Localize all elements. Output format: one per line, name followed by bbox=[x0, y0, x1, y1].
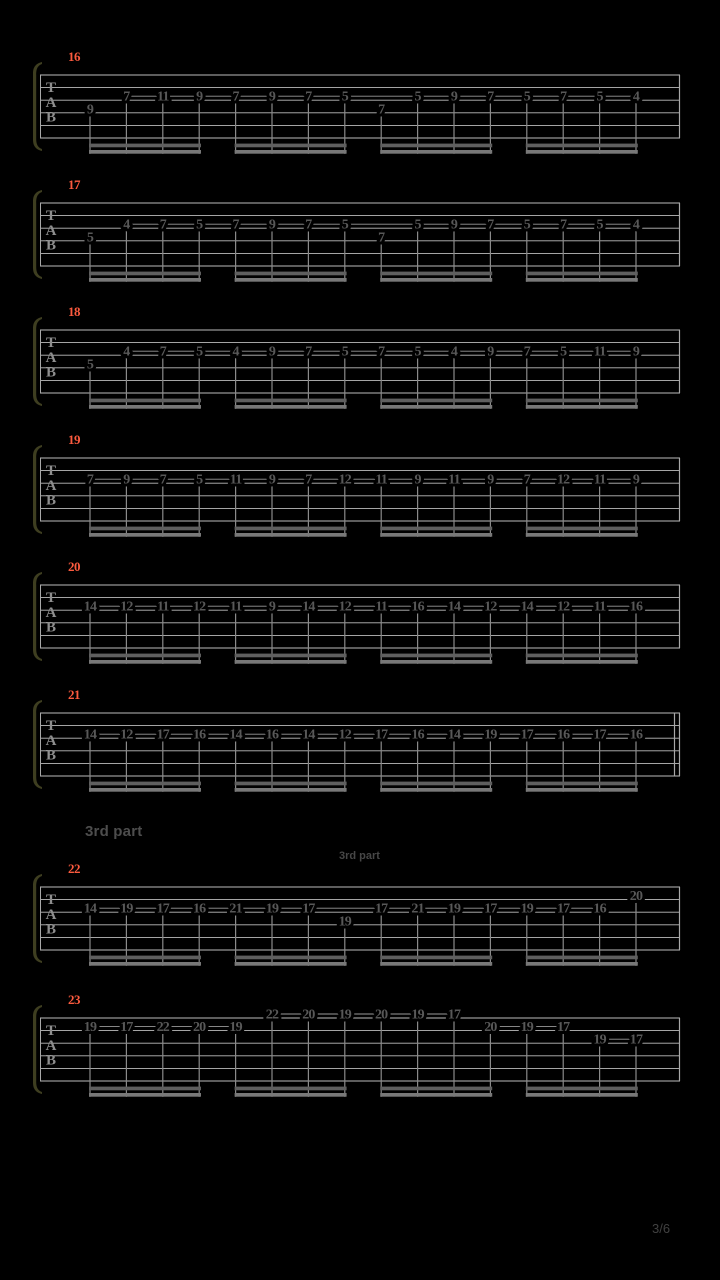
tab-clef-letter: T bbox=[45, 462, 57, 479]
fret-number: 11 bbox=[229, 472, 242, 488]
section-label-small: 3rd part bbox=[339, 850, 380, 862]
fret-number: 14 bbox=[302, 599, 315, 615]
fret-number: 14 bbox=[83, 599, 97, 615]
measure-number: 18 bbox=[68, 304, 80, 319]
fret-number: 4 bbox=[123, 344, 130, 360]
beam-top bbox=[380, 781, 492, 785]
fret-number: 9 bbox=[123, 472, 130, 488]
fret-number: 12 bbox=[484, 599, 497, 615]
tab-system-measure-22 bbox=[0, 855, 720, 971]
beam-bottom bbox=[235, 533, 347, 537]
fret-number: 20 bbox=[484, 1020, 497, 1036]
fret-number: 7 bbox=[159, 344, 166, 360]
tab-clef-letter: A bbox=[45, 222, 57, 239]
beam-top bbox=[235, 956, 347, 960]
fret-number: 17 bbox=[520, 727, 534, 743]
tab-clef-letter: B bbox=[45, 619, 57, 636]
fret-number: 17 bbox=[593, 727, 606, 743]
fret-number: 20 bbox=[374, 1007, 388, 1023]
beam-bottom bbox=[380, 405, 492, 409]
fret-number: 5 bbox=[523, 217, 530, 233]
fret-number: 5 bbox=[196, 344, 203, 360]
fret-number: 12 bbox=[338, 472, 352, 488]
page-indicator: 3/6 bbox=[652, 1221, 671, 1236]
fret-number: 7 bbox=[305, 472, 312, 488]
fret-number: 7 bbox=[232, 217, 239, 233]
beam-top bbox=[526, 271, 638, 275]
fret-number: 17 bbox=[629, 1032, 643, 1048]
beam-bottom bbox=[526, 405, 638, 409]
fret-number: 7 bbox=[523, 344, 530, 360]
tab-system-measure-21 bbox=[0, 681, 720, 797]
fret-number: 14 bbox=[83, 901, 97, 917]
beam-bottom bbox=[526, 1093, 638, 1097]
fret-number: 4 bbox=[450, 344, 458, 360]
beam-top bbox=[380, 399, 492, 403]
fret-number: 22 bbox=[156, 1020, 170, 1036]
beam-top bbox=[380, 144, 492, 148]
tab-clef-letter: B bbox=[45, 109, 57, 126]
fret-number: 5 bbox=[341, 89, 348, 105]
fret-number: 11 bbox=[156, 599, 169, 615]
beam-bottom bbox=[380, 788, 492, 792]
beam-bottom bbox=[89, 150, 201, 154]
fret-number: 16 bbox=[629, 727, 643, 743]
measure-number: 16 bbox=[68, 49, 80, 64]
fret-number: 11 bbox=[448, 472, 460, 488]
fret-number: 16 bbox=[629, 599, 643, 615]
fret-number: 9 bbox=[450, 217, 458, 233]
beam-top bbox=[235, 654, 347, 658]
fret-number: 14 bbox=[229, 727, 242, 743]
beam-bottom bbox=[380, 533, 492, 537]
beam-top bbox=[89, 1087, 201, 1091]
tab-clef-letter: T bbox=[45, 335, 57, 351]
fret-number: 5 bbox=[196, 472, 203, 488]
fret-number: 5 bbox=[596, 89, 603, 105]
fret-number: 9 bbox=[450, 89, 458, 105]
beam-top bbox=[380, 956, 492, 960]
fret-number: 16 bbox=[192, 901, 206, 917]
tab-clef-letter: A bbox=[45, 94, 57, 111]
tab-clef-letter: A bbox=[45, 732, 57, 749]
fret-number: 11 bbox=[593, 344, 606, 360]
fret-number: 7 bbox=[378, 344, 385, 360]
fret-number: 21 bbox=[411, 901, 424, 917]
beam-bottom bbox=[380, 1093, 492, 1097]
fret-number: 19 bbox=[338, 1007, 352, 1023]
fret-number: 17 bbox=[374, 727, 388, 743]
beam-top bbox=[89, 956, 201, 960]
fret-number: 14 bbox=[447, 727, 461, 743]
fret-number: 17 bbox=[556, 1020, 570, 1036]
fret-number: 5 bbox=[414, 344, 421, 360]
fret-number: 5 bbox=[196, 217, 203, 233]
fret-number: 17 bbox=[302, 901, 315, 917]
tab-clef-letter: B bbox=[45, 921, 57, 938]
fret-number: 17 bbox=[156, 901, 170, 917]
fret-number: 14 bbox=[520, 599, 534, 615]
fret-number: 5 bbox=[341, 217, 348, 233]
measure-number: 23 bbox=[68, 992, 80, 1007]
fret-number: 17 bbox=[156, 727, 170, 743]
beam-top bbox=[235, 1087, 347, 1091]
fret-number: 19 bbox=[520, 1020, 534, 1036]
tab-clef-letter: T bbox=[45, 80, 57, 96]
fret-number: 14 bbox=[447, 599, 461, 615]
beam-bottom bbox=[235, 962, 347, 966]
fret-number: 7 bbox=[523, 472, 530, 488]
beam-top bbox=[380, 1087, 492, 1091]
fret-number: 9 bbox=[414, 472, 421, 488]
beam-bottom bbox=[89, 1093, 201, 1097]
fret-number: 9 bbox=[487, 472, 494, 488]
fret-number: 7 bbox=[487, 89, 494, 105]
fret-number: 20 bbox=[192, 1020, 206, 1036]
beam-top bbox=[526, 956, 638, 960]
measure-number: 20 bbox=[68, 559, 80, 574]
tab-clef-letter: B bbox=[45, 237, 57, 254]
fret-number: 11 bbox=[593, 599, 606, 615]
tab-clef-letter: A bbox=[45, 477, 57, 494]
beam-top bbox=[235, 271, 347, 275]
beam-bottom bbox=[526, 278, 638, 282]
beam-top bbox=[526, 1087, 638, 1091]
beam-bottom bbox=[526, 788, 638, 792]
fret-number: 14 bbox=[83, 727, 97, 743]
beam-bottom bbox=[89, 533, 201, 537]
fret-number: 12 bbox=[556, 472, 570, 488]
tab-clef-letter: T bbox=[45, 892, 57, 908]
tab-clef-letter: T bbox=[45, 590, 57, 606]
beam-bottom bbox=[235, 150, 347, 154]
tab-clef-letter: B bbox=[45, 492, 57, 509]
fret-number: 22 bbox=[265, 1007, 279, 1023]
fret-number: 19 bbox=[83, 1020, 97, 1036]
beam-bottom bbox=[526, 533, 638, 537]
fret-number: 19 bbox=[447, 901, 461, 917]
tab-clef-letter: T bbox=[45, 207, 57, 224]
beam-bottom bbox=[380, 150, 492, 154]
beam-bottom bbox=[380, 962, 492, 966]
beam-top bbox=[235, 526, 347, 530]
beam-bottom bbox=[235, 405, 347, 409]
measure-number: 22 bbox=[68, 861, 80, 876]
beam-bottom bbox=[89, 660, 201, 664]
fret-number: 17 bbox=[120, 1020, 133, 1036]
measure-number: 19 bbox=[68, 431, 80, 447]
fret-number: 7 bbox=[232, 89, 239, 105]
beam-top bbox=[526, 654, 638, 658]
fret-number: 5 bbox=[414, 217, 421, 233]
beam-bottom bbox=[380, 278, 492, 282]
tab-system-measure-16 bbox=[0, 43, 720, 159]
fret-number: 17 bbox=[447, 1007, 461, 1023]
fret-number: 19 bbox=[593, 1032, 606, 1048]
tab-system-measure-20 bbox=[0, 553, 720, 669]
fret-number: 9 bbox=[196, 89, 203, 105]
beam-top bbox=[89, 654, 201, 658]
fret-number: 7 bbox=[560, 89, 567, 105]
fret-number: 12 bbox=[338, 727, 352, 743]
fret-number: 9 bbox=[268, 599, 276, 615]
fret-number: 7 bbox=[305, 344, 312, 360]
fret-number: 4 bbox=[232, 344, 239, 360]
beam-bottom bbox=[526, 660, 638, 664]
beam-top bbox=[380, 271, 492, 275]
tab-clef-letter: T bbox=[45, 1023, 57, 1039]
beam-bottom bbox=[235, 278, 347, 282]
beam-bottom bbox=[235, 788, 347, 792]
fret-number: 4 bbox=[123, 217, 130, 233]
fret-number: 17 bbox=[484, 901, 497, 917]
tab-system-measure-18 bbox=[0, 298, 720, 414]
fret-number: 9 bbox=[268, 472, 276, 488]
beam-bottom bbox=[89, 405, 201, 409]
beam-top bbox=[89, 399, 201, 403]
fret-number: 19 bbox=[338, 914, 352, 930]
fret-number: 19 bbox=[265, 901, 279, 917]
beam-top bbox=[89, 144, 201, 148]
beam-bottom bbox=[235, 660, 347, 664]
beam-top bbox=[235, 399, 347, 403]
beam-bottom bbox=[89, 788, 201, 792]
fret-number: 7 bbox=[560, 217, 567, 233]
beam-top bbox=[235, 781, 347, 785]
fret-number: 4 bbox=[632, 89, 640, 105]
fret-number: 5 bbox=[414, 89, 421, 105]
beam-bottom bbox=[89, 962, 201, 966]
fret-number: 9 bbox=[86, 102, 94, 118]
tab-system-measure-23 bbox=[0, 986, 720, 1102]
fret-number: 17 bbox=[374, 901, 388, 917]
fret-number: 7 bbox=[123, 89, 130, 105]
beam-top bbox=[526, 399, 638, 403]
fret-number: 9 bbox=[487, 344, 494, 360]
fret-number: 7 bbox=[487, 217, 494, 233]
fret-number: 16 bbox=[192, 727, 206, 743]
fret-number: 20 bbox=[629, 889, 643, 905]
fret-number: 16 bbox=[265, 727, 279, 743]
beam-bottom bbox=[89, 278, 201, 282]
fret-number: 4 bbox=[632, 217, 640, 233]
beam-bottom bbox=[235, 1093, 347, 1097]
beam-top bbox=[89, 781, 201, 785]
tab-clef-letter: T bbox=[45, 717, 57, 734]
fret-number: 5 bbox=[86, 357, 94, 373]
beam-top bbox=[380, 526, 492, 530]
fret-number: 5 bbox=[523, 89, 530, 105]
fret-number: 11 bbox=[156, 89, 169, 105]
beam-top bbox=[526, 526, 638, 530]
fret-number: 9 bbox=[632, 344, 640, 360]
tab-clef-letter: A bbox=[45, 349, 57, 366]
fret-number: 7 bbox=[305, 217, 312, 233]
measure-number: 21 bbox=[68, 686, 80, 702]
fret-number: 12 bbox=[192, 599, 206, 615]
fret-number: 7 bbox=[86, 472, 94, 488]
tab-system-measure-19 bbox=[0, 426, 720, 542]
fret-number: 9 bbox=[268, 344, 276, 360]
fret-number: 12 bbox=[338, 599, 352, 615]
fret-number: 12 bbox=[120, 727, 133, 743]
fret-number: 7 bbox=[378, 102, 385, 118]
fret-number: 11 bbox=[375, 472, 388, 488]
beam-top bbox=[235, 144, 347, 148]
fret-number: 9 bbox=[268, 217, 276, 233]
fret-number: 9 bbox=[268, 89, 276, 105]
tab-clef-letter: B bbox=[45, 1052, 57, 1069]
fret-number: 7 bbox=[305, 89, 312, 105]
tab-clef-letter: A bbox=[45, 604, 57, 621]
fret-number: 19 bbox=[120, 901, 133, 917]
fret-number: 16 bbox=[556, 727, 570, 743]
fret-number: 19 bbox=[520, 901, 534, 917]
fret-number: 11 bbox=[229, 599, 242, 615]
section-label-large: 3rd part bbox=[85, 823, 143, 840]
fret-number: 14 bbox=[302, 727, 315, 743]
beam-bottom bbox=[380, 660, 492, 664]
beam-top bbox=[526, 144, 638, 148]
fret-number: 16 bbox=[411, 727, 424, 743]
fret-number: 20 bbox=[302, 1007, 315, 1023]
fret-number: 17 bbox=[556, 901, 570, 917]
tab-clef-letter: B bbox=[45, 364, 57, 381]
beam-top bbox=[89, 271, 201, 275]
fret-number: 5 bbox=[560, 344, 567, 360]
fret-number: 19 bbox=[484, 727, 497, 743]
fret-number: 11 bbox=[593, 472, 606, 488]
fret-number: 5 bbox=[86, 229, 94, 245]
beam-top bbox=[526, 781, 638, 785]
fret-number: 19 bbox=[411, 1007, 424, 1023]
fret-number: 12 bbox=[120, 599, 133, 615]
fret-number: 7 bbox=[159, 217, 166, 233]
beam-top bbox=[380, 654, 492, 658]
beam-bottom bbox=[526, 962, 638, 966]
tab-clef-letter: A bbox=[45, 1037, 57, 1054]
fret-number: 5 bbox=[341, 344, 348, 360]
measure-number: 17 bbox=[68, 176, 80, 192]
fret-number: 16 bbox=[593, 901, 606, 917]
fret-number: 5 bbox=[596, 217, 603, 233]
fret-number: 16 bbox=[411, 599, 424, 615]
beam-bottom bbox=[526, 150, 638, 154]
fret-number: 7 bbox=[159, 472, 166, 488]
fret-number: 7 bbox=[378, 229, 385, 245]
fret-number: 21 bbox=[229, 901, 242, 917]
fret-number: 12 bbox=[556, 599, 570, 615]
fret-number: 9 bbox=[632, 472, 640, 488]
fret-number: 11 bbox=[375, 599, 388, 615]
tab-clef-letter: B bbox=[45, 747, 57, 764]
tab-clef-letter: A bbox=[45, 906, 57, 923]
tab-system-measure-17 bbox=[0, 171, 720, 287]
beam-top bbox=[89, 526, 201, 530]
fret-number: 19 bbox=[229, 1020, 242, 1036]
